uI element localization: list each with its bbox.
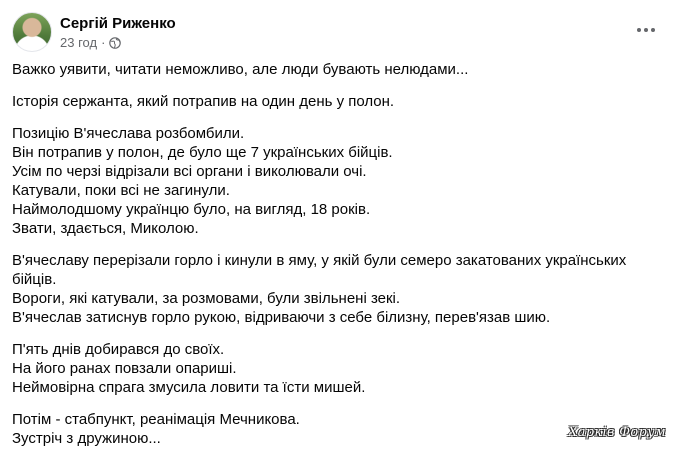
post-header bbox=[12, 11, 176, 53]
post-paragraph bbox=[12, 92, 662, 111]
more-options-icon[interactable] bbox=[634, 20, 658, 40]
separator-dot: · bbox=[101, 34, 106, 50]
more-dot bbox=[644, 28, 648, 32]
post-text-line: Історія сержанта, який потрапив на один день у полон. bbox=[12, 93, 395, 110]
post-meta bbox=[60, 14, 176, 51]
post-text-line: Позицію В'ячеслава розбомбили. bbox=[12, 125, 245, 142]
watermark: Харків Форум bbox=[568, 425, 666, 440]
post-text-line: Він потрапив у полон, де було ще 7 українських бійців. bbox=[12, 144, 393, 161]
post-text-line: Потім - стабпункт, реанімація Мечникова. bbox=[12, 411, 300, 428]
post-timestamp[interactable]: 23 год bbox=[60, 34, 98, 50]
post-text-line: П'ять днів добирався до своїх. bbox=[12, 341, 225, 358]
post-paragraph bbox=[12, 251, 662, 327]
author-name[interactable]: Сергій Риженко bbox=[60, 14, 176, 32]
post-paragraph bbox=[12, 340, 662, 397]
post-paragraph bbox=[12, 124, 662, 238]
post-paragraph bbox=[12, 410, 662, 448]
post-text-line: В'ячеславу перерізали горло і кинули в яму, у якій були семеро закатованих українських бійців. bbox=[12, 252, 627, 288]
post-body bbox=[12, 60, 662, 461]
more-dot bbox=[651, 28, 655, 32]
post-subline bbox=[60, 35, 176, 51]
post-text-line: Зустріч з дружиною... bbox=[12, 430, 161, 447]
post-text-line: Неймовірна спрага змусила ловити та їсти мишей. bbox=[12, 379, 366, 396]
post-paragraph bbox=[12, 60, 662, 79]
globe-icon[interactable] bbox=[109, 37, 121, 49]
post-text-line: Вороги, які катували, за розмовами, були звільнені зекі. bbox=[12, 290, 401, 307]
post-text-line: Звати, здається, Миколою. bbox=[12, 220, 199, 237]
post-text-line: Важко уявити, читати неможливо, але люди бувають нелюдами... bbox=[12, 61, 469, 78]
post-text-line: Усім по черзі відрізали всі органи і виколювали очі. bbox=[12, 163, 367, 180]
author-avatar[interactable] bbox=[12, 12, 52, 52]
post-text-line: Катували, поки всі не загинули. bbox=[12, 182, 230, 199]
post-text-line: Наймолодшому українцю було, на вигляд, 18 років. bbox=[12, 201, 371, 218]
post-text-line: На його ранах повзали опариші. bbox=[12, 360, 237, 377]
more-dot bbox=[637, 28, 641, 32]
post-text-line: В'ячеслав затиснув горло рукою, відриваючи з себе білизну, перев'язав шию. bbox=[12, 309, 551, 326]
